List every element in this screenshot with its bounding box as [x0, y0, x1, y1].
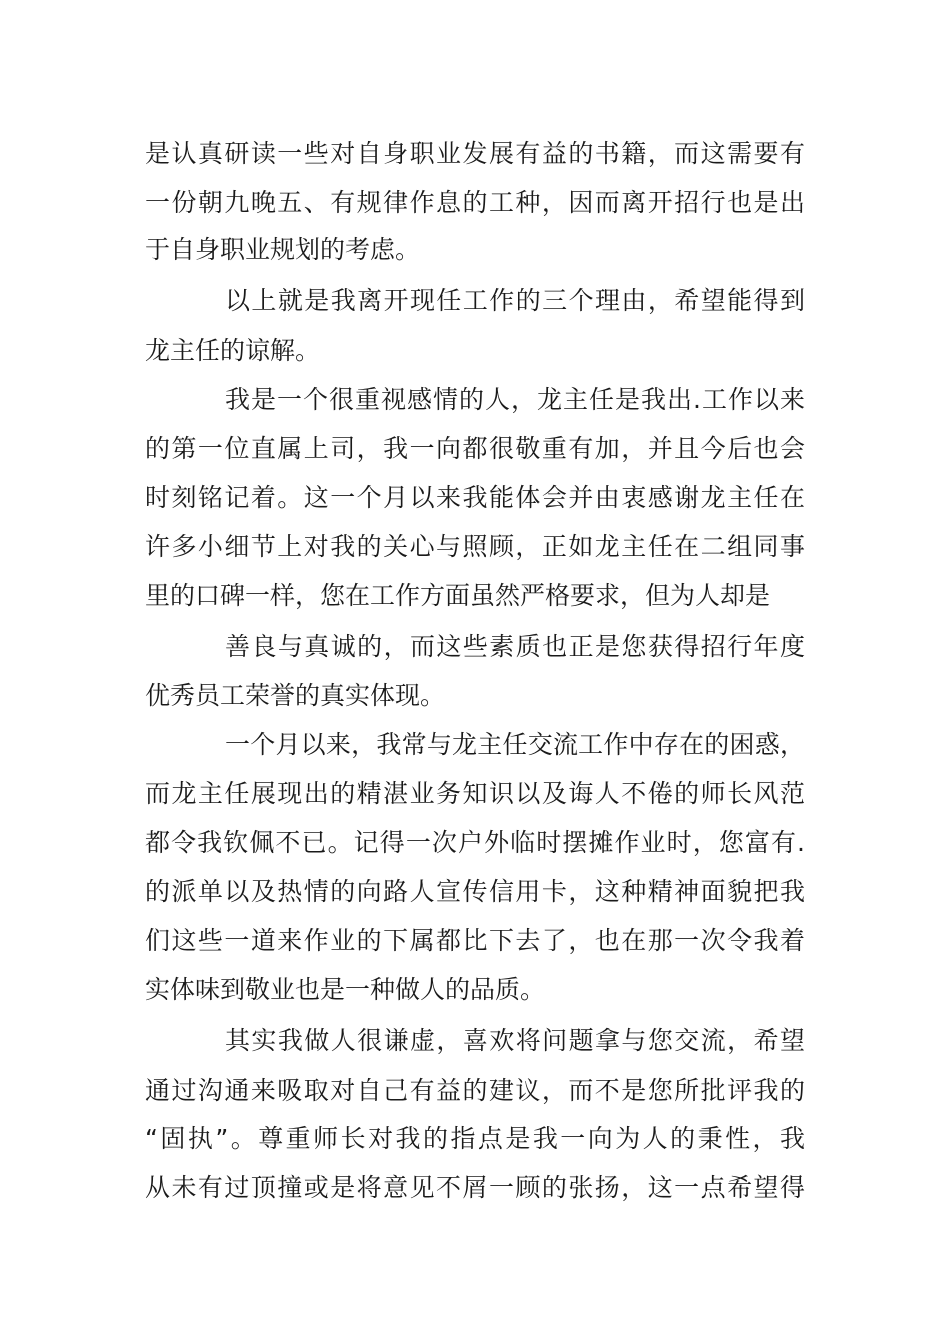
text-line: 从未有过顶撞或是将意见不屑一顾的张扬，这一点希望得 [145, 1173, 805, 1202]
text-line: 优秀员工荣誉的真实体现。 [145, 681, 446, 710]
text-line: 的第一位直属上司，我一向都很敬重有加，并且今后也会 [145, 434, 805, 463]
paragraph-first-line: 一个月以来，我常与龙主任交流工作中存在的困惑， [225, 730, 805, 759]
text-line: 都令我钦佩不已。记得一次户外临时摆摊作业时，您富有. [145, 828, 805, 857]
text-line: 龙主任的谅解。 [145, 336, 321, 365]
text-line: 是认真研读一些对自身职业发展有益的书籍，而这需要有 [145, 139, 805, 168]
paragraph-first-line: 我是一个很重视感情的人，龙主任是我出.工作以来 [225, 385, 805, 414]
text-line: 通过沟通来吸取对自己有益的建议，而不是您所批评我的 [145, 1076, 805, 1105]
text-line: 许多小细节上对我的关心与照顾，正如龙主任在二组同事 [145, 532, 805, 561]
text-line: 实体味到敬业也是一种做人的品质。 [145, 975, 546, 1004]
paragraph-first-line: 其实我做人很谦虚，喜欢将问题拿与您交流，希望 [225, 1026, 805, 1055]
paragraph-first-line: 以上就是我离开现任工作的三个理由，希望能得到 [225, 286, 805, 315]
text-line: 里的口碑一样，您在工作方面虽然严格要求，但为人却是 [145, 581, 771, 610]
text-line: 们这些一道来作业的下属都比下去了，也在那一次令我着 [145, 926, 805, 955]
text-line: 而龙主任展现出的精湛业务知识以及诲人不倦的师长风范 [145, 779, 805, 808]
text-line: 一份朝九晚五、有规律作息的工种，因而离开招行也是出 [145, 188, 805, 217]
text-line: 于自身职业规划的考虑。 [145, 235, 421, 264]
text-line: 时刻铭记着。这一个月以来我能体会并由衷感谢龙主任在 [145, 483, 805, 512]
text-line: “固执”。尊重师长对我的指点是我一向为人的秉性，我 [145, 1124, 805, 1153]
paragraph-first-line: 善良与真诚的，而这些素质也正是您获得招行年度 [225, 632, 805, 661]
text-line: 的派单以及热情的向路人宣传信用卡，这种精神面貌把我 [145, 877, 805, 906]
